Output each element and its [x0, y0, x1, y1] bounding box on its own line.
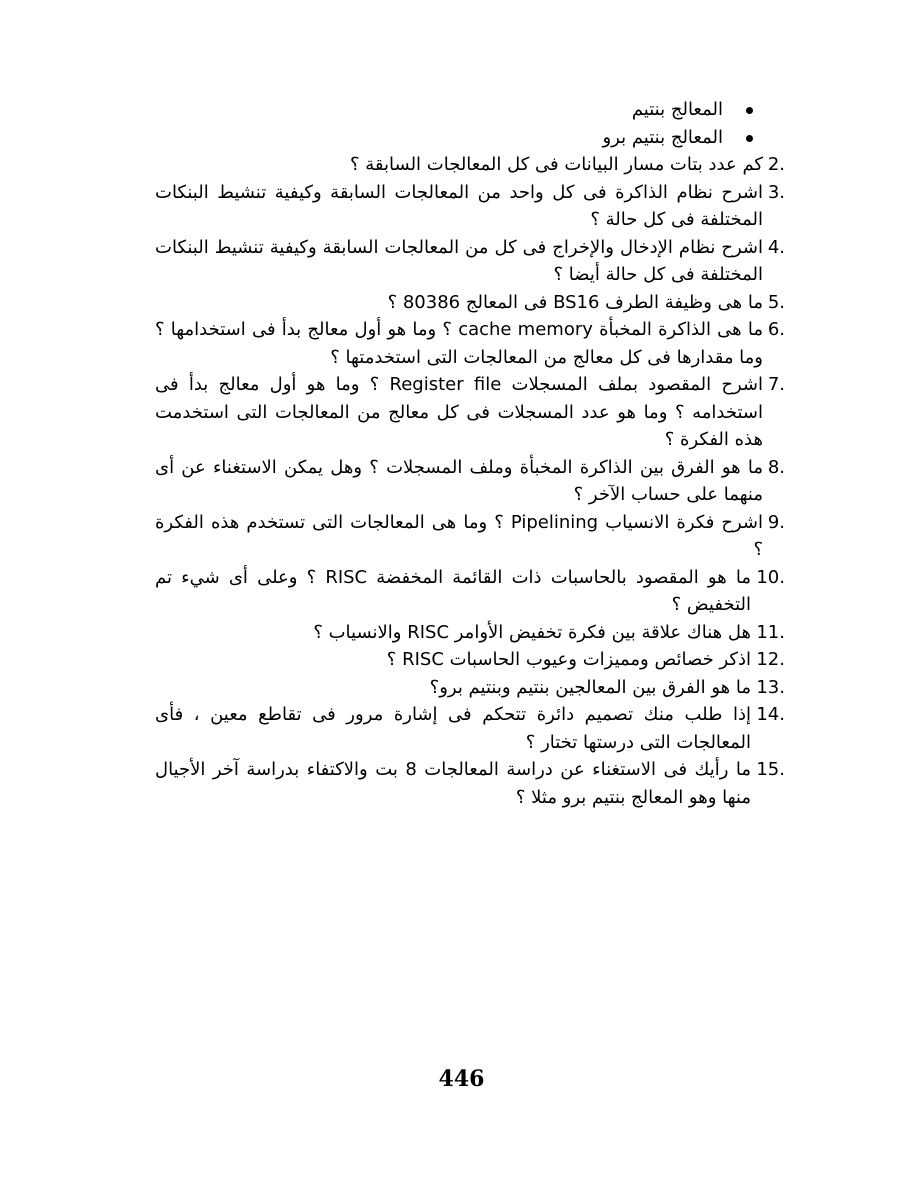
- question-text: اشرح المقصود بملف المسجلات Register file ؟ وما هو أول معالج بدأ فى استخدامه ؟ وما هو عدد المسجلات فى كل معالج من المعالجات التى استخدمت هذه الفكرة ؟: [155, 374, 764, 450]
- question-item: [155, 756, 785, 811]
- question-item: [155, 564, 785, 619]
- question-number: 6.: [767, 319, 785, 340]
- question-text: اشرح نظام الذاكرة فى كل واحد من المعالجات السابقة وكيفية تنشيط البنكات المختلفة فى كل حالة ؟: [155, 181, 763, 230]
- question-text: اشرح نظام الإدخال والإخراج فى كل من المعالجات السابقة وكيفية تنشيط البنكات المختلفة فى كل حالة أيضا ؟: [155, 236, 763, 285]
- question-number: 15.: [756, 759, 785, 780]
- bullet-list: [155, 96, 785, 151]
- question-number: 11.: [756, 621, 785, 643]
- bullet-item: [155, 96, 723, 124]
- question-item: [155, 234, 785, 289]
- question-text: اذكر خصائص ومميزات وعيوب الحاسبات RISC ؟: [386, 649, 751, 670]
- question-number: 2.: [767, 154, 785, 175]
- question-item: [155, 454, 785, 509]
- bullet-dot-icon: [746, 107, 753, 114]
- question-text: ما هى الذاكرة المخبأة cache memory ؟ وما هو أول معالج بدأ فى استخدامها ؟ وما مقدارها فى كل معالج من المعالجات التى استخدمتها ؟: [155, 319, 763, 368]
- question-number: 5.: [767, 291, 785, 313]
- question-number: 7.: [767, 374, 785, 395]
- question-text: كم عدد بتات مسار البيانات فى كل المعالجات السابقة ؟: [349, 154, 763, 175]
- bullet-dot-icon: [746, 135, 753, 142]
- question-item: [155, 674, 785, 702]
- question-number: 12.: [756, 649, 785, 670]
- question-item: [155, 619, 785, 647]
- question-text: ما هو الفرق بين الذاكرة المخبأة وملف المسجلات ؟ وهل يمكن الاستغناء عن أى منهما على حساب الآخر ؟: [155, 456, 763, 505]
- question-item: [155, 316, 785, 371]
- question-text: ما رأيك فى الاستغناء عن دراسة المعالجات 8 بت والاكتفاء بدراسة آخر الأجيال منها وهو المعالج بنتيم برو مثلا ؟: [155, 759, 751, 808]
- question-text: اشرح فكرة الانسياب Pipelining ؟ وما هى المعالجات التى تستخدم هذه الفكرة ؟: [155, 511, 763, 560]
- question-number: 14.: [756, 704, 785, 725]
- question-text: ما هى وظيفة الطرف BS16 فى المعالج 80386 ؟: [387, 291, 763, 313]
- question-text: ما هو المقصود بالحاسبات ذات القائمة المخفضة RISC ؟ وعلى أى شيء تم التخفيض ؟: [155, 566, 751, 615]
- bullet-text: المعالج بنتيم برو: [602, 126, 723, 148]
- question-text: هل هناك علاقة بين فكرة تخفيض الأوامر RISC والانسياب ؟: [313, 621, 751, 643]
- question-number: 4.: [767, 236, 785, 258]
- question-item: [155, 646, 785, 674]
- question-item: [155, 179, 785, 234]
- question-text: إذا طلب منك تصميم دائرة تتحكم فى إشارة مرور فى تقاطع معين ، فأى المعالجات التى درستها تختار ؟: [155, 704, 751, 753]
- page-number: 446: [438, 1066, 485, 1092]
- question-text: ما هو الفرق بين المعالجين بنتيم وبنتيم برو؟: [429, 676, 751, 698]
- question-number: 8.: [767, 456, 785, 478]
- question-item: [155, 701, 785, 756]
- question-item: [155, 151, 785, 179]
- question-number: 3.: [767, 181, 785, 203]
- questions-content: [155, 96, 785, 811]
- bullet-text: المعالج بنتيم: [631, 99, 723, 120]
- question-item: [155, 371, 785, 454]
- question-number: 9.: [767, 511, 785, 533]
- question-item: [155, 289, 785, 317]
- question-number: 13.: [756, 676, 785, 698]
- bullet-item: [155, 124, 723, 152]
- question-list: [155, 151, 785, 811]
- question-number: 10.: [756, 566, 785, 588]
- question-item: [155, 509, 785, 564]
